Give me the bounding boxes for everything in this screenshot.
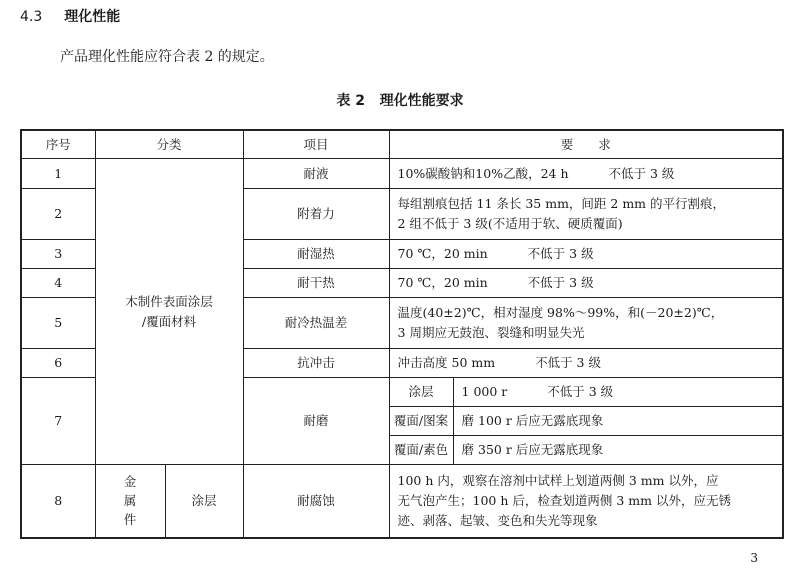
sub-requirement: 磨 100 r 后应无露底现象 (453, 407, 783, 436)
table-row (21, 159, 783, 189)
row-requirement: 100 h 内，观察在溶剂中试样上划道两侧 3 mm 以外，应 无气泡产生；100 h 后，检查划道两侧 3 mm 以外，应无锈 迹、剥落、起皱、变色和失光等现象 (389, 465, 783, 538)
row-requirement: 温度(40±2)℃，相对湿度 98%～99%，和(－20±2)℃， 3 周期应无鼓泡、裂缝和明显失光 (389, 298, 783, 349)
row-item: 附着力 (243, 189, 389, 240)
section-title: 理化性能 (64, 9, 121, 25)
category-metal-sub: 涂层 (165, 465, 243, 538)
table-caption-label: 表 2 (336, 93, 365, 109)
category-metal: 金 属 件 (95, 465, 165, 538)
row-item: 抗冲击 (243, 349, 389, 378)
row-no: 8 (21, 465, 95, 538)
header-requirement: 要 求 (389, 130, 783, 159)
sub-requirement: 磨 350 r 后应无露底现象 (453, 436, 783, 465)
row-requirement: 每组割痕包括 11 条长 35 mm，间距 2 mm 的平行割痕， 2 组不低于 3 级(不适用于软、硬质覆面) (389, 189, 783, 240)
category-wood (95, 159, 243, 465)
row-no: 3 (21, 240, 95, 269)
performance-table (20, 129, 784, 539)
header-no: 序号 (21, 130, 95, 159)
table-header-row (21, 130, 783, 159)
sub-item: 覆面/素色 (389, 436, 453, 465)
category-wood-line: 木制件表面涂层 (125, 293, 213, 309)
row-requirement: 70 ℃，20 min 不低于 3 级 (389, 269, 783, 298)
sub-item: 覆面/图案 (389, 407, 453, 436)
header-category: 分类 (95, 130, 243, 159)
row-item: 耐磨 (243, 378, 389, 465)
row-no: 4 (21, 269, 95, 298)
row-item: 耐液 (243, 159, 389, 189)
table-row (21, 465, 783, 538)
table-caption (0, 90, 800, 110)
row-item: 耐冷热温差 (243, 298, 389, 349)
row-no: 6 (21, 349, 95, 378)
category-wood-line: /覆面材料 (141, 313, 197, 329)
section-heading (20, 6, 120, 26)
row-requirement: 10%碳酸钠和10%乙酸，24 h 不低于 3 级 (389, 159, 783, 189)
row-no: 7 (21, 378, 95, 465)
sub-item: 涂层 (389, 378, 453, 407)
row-item: 耐腐蚀 (243, 465, 389, 538)
section-number: 4.3 (20, 9, 43, 25)
page-number: 3 (750, 551, 758, 565)
sub-requirement: 1 000 r 不低于 3 级 (453, 378, 783, 407)
row-requirement: 冲击高度 50 mm 不低于 3 级 (389, 349, 783, 378)
body-paragraph: 产品理化性能应符合表 2 的规定。 (60, 49, 274, 65)
table-caption-title: 理化性能要求 (379, 93, 464, 109)
row-item: 耐湿热 (243, 240, 389, 269)
row-no: 2 (21, 189, 95, 240)
row-item: 耐干热 (243, 269, 389, 298)
header-item: 项目 (243, 130, 389, 159)
row-no: 1 (21, 159, 95, 189)
row-requirement: 70 ℃，20 min 不低于 3 级 (389, 240, 783, 269)
row-no: 5 (21, 298, 95, 349)
